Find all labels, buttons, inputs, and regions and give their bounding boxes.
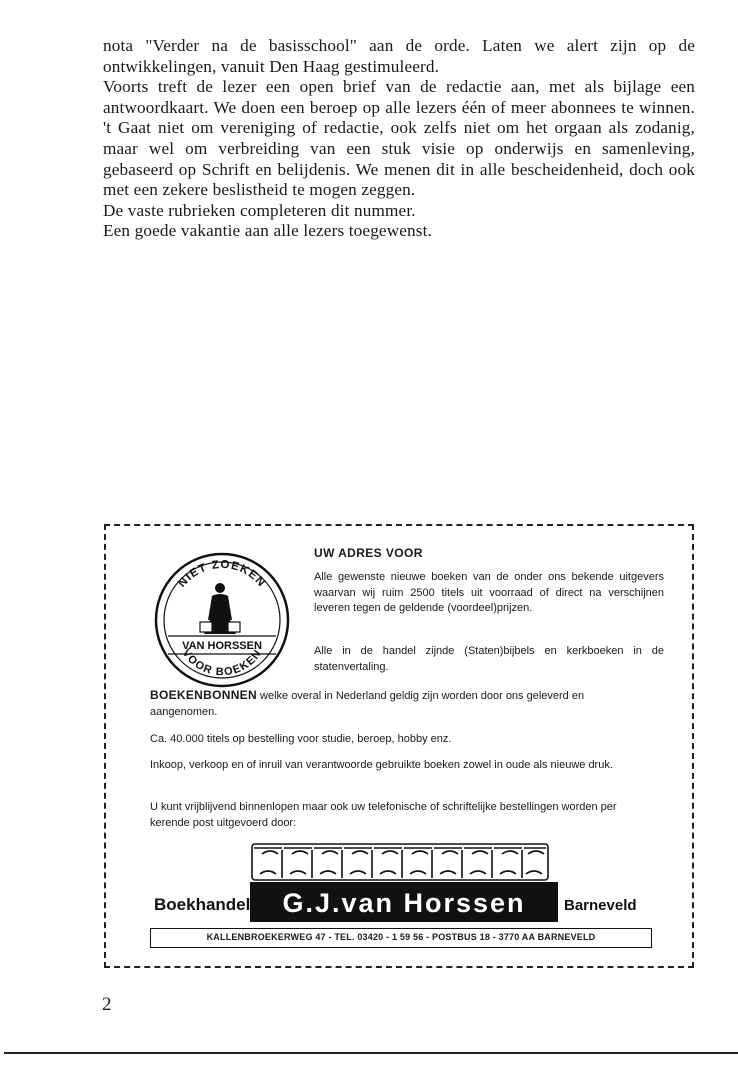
ad-heading: UW ADRES VOOR bbox=[314, 546, 423, 560]
paragraph-2: Voorts treft de lezer een open brief van de redactie aan, met als bijlage een antwoordkaart. We doen een beroep op alle lezers één of meer abonnees te winnen. 't Gaat niet om vereniging of redactie, ook zelfs niet om het orgaan als zodanig, maar wel om verbreiding van een stuk visie op onderwijs en samenleving, gebaseerd op Schrift en belijdenis. We menen dit in alle bescheidenheid, doch ook met een zekere beslistheid te mogen zeggen. bbox=[103, 77, 695, 200]
books-row-icon bbox=[252, 844, 548, 880]
banner-left-text: Boekhandel bbox=[154, 895, 251, 914]
ad-paragraph-titles: Ca. 40.000 titels op bestelling voor studie, beroep, hobby enz. bbox=[150, 733, 452, 745]
paragraph-3: De vaste rubrieken completeren dit nummer. bbox=[103, 200, 416, 220]
logo-bottom-text: VOOR BOEKEN bbox=[179, 647, 265, 679]
vouchers-text: welke overal in Nederland geldig zijn worden door ons geleverd en aangenomen. bbox=[150, 690, 585, 718]
banner-right-text: Barneveld bbox=[564, 897, 637, 914]
ad-paragraph-bibles: Alle in de handel zijnde (Staten)bijbels en kerkboeken in de statenvertaling. bbox=[314, 645, 664, 673]
bookshop-advertisement bbox=[104, 524, 694, 968]
footer-rule bbox=[4, 1052, 738, 1054]
banner-shop-name: G.J.van Horssen bbox=[282, 888, 526, 918]
ad-paragraph-vouchers bbox=[150, 688, 654, 720]
ad-paragraph-new-books: Alle gewenste nieuwe boeken van de onder ons bekende uitgevers waarvan wij ruim 2500 titels uit voorraad of direct na verschijnen leveren tegen de geldende (voordeel)prijzen. bbox=[314, 571, 664, 614]
ad-paragraph-second-hand: Inkoop, verkoop en of inruil van verantwoorde gebruikte boeken zowel in oude als nieuwe druk. bbox=[150, 759, 613, 771]
vouchers-label: BOEKENBONNEN bbox=[150, 688, 257, 702]
paragraph-4: Een goede vakantie aan alle lezers toegewenst. bbox=[103, 221, 433, 241]
bookseller-figure-icon bbox=[200, 583, 240, 634]
article-text bbox=[103, 36, 695, 242]
page-number: 2 bbox=[102, 994, 112, 1015]
shop-address: KALLENBROEKERWEG 47 - TEL. 03420 - 1 59 56 - POSTBUS 18 - 3770 AA BARNEVELD bbox=[150, 928, 652, 948]
paragraph-1: nota "Verder na de basisschool" aan de orde. Laten we alert zijn op de ontwikkelingen, vanuit Den Haag gestimuleerd. bbox=[103, 36, 695, 76]
shop-banner bbox=[150, 838, 658, 930]
van-horssen-logo bbox=[152, 550, 292, 690]
logo-top-text: NIET ZOEKEN bbox=[176, 558, 268, 590]
logo-name: VAN HORSSEN bbox=[182, 640, 262, 652]
ad-paragraph-orders: U kunt vrijblijvend binnenlopen maar ook uw telefonische of schriftelijke bestellingen worden per kerende post uitgevoerd door: bbox=[150, 801, 617, 829]
